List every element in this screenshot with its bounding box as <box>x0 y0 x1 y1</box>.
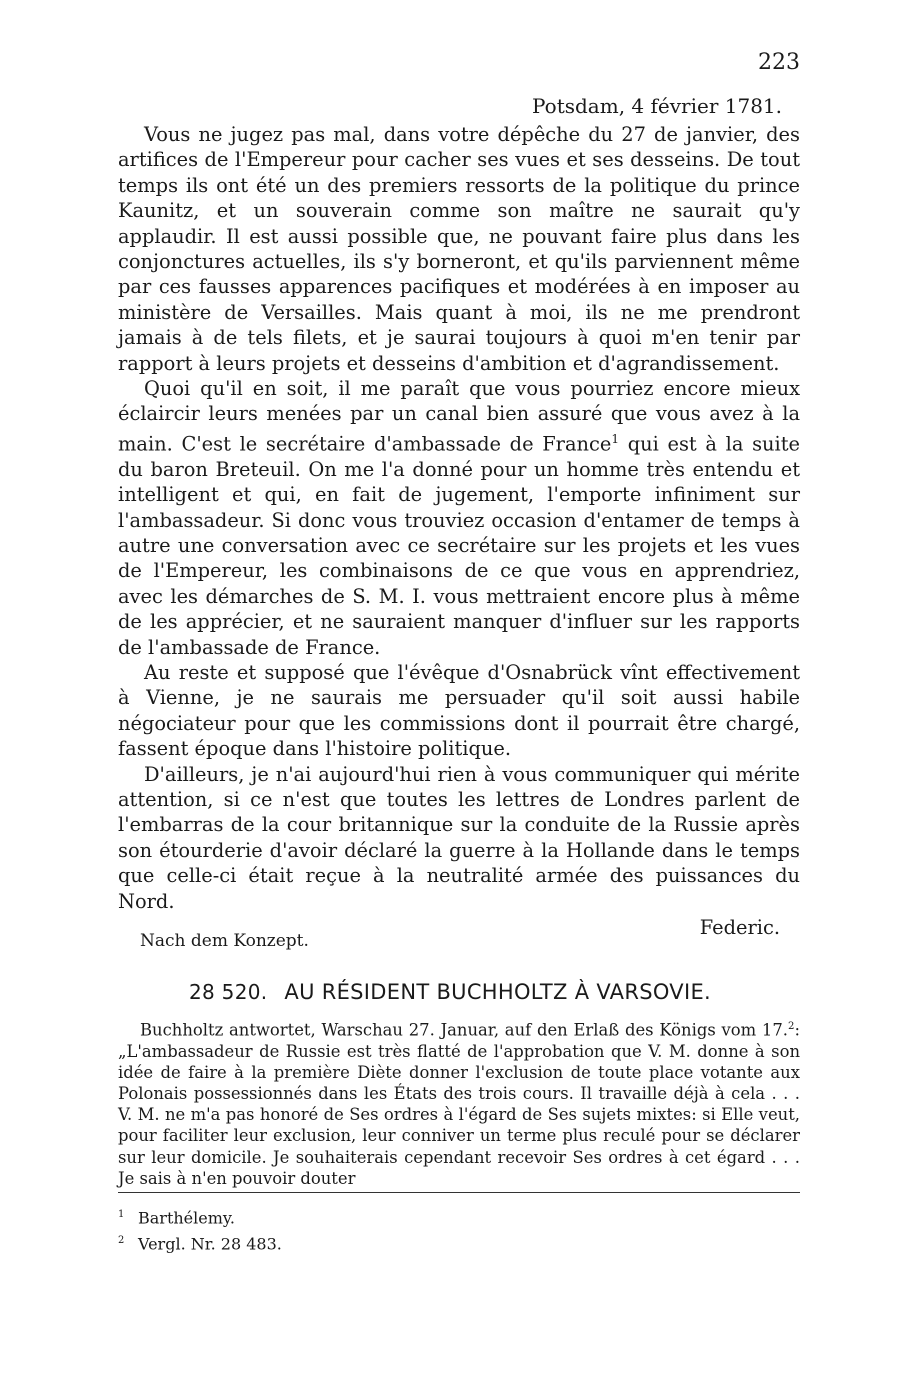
footnote-1 <box>118 1203 800 1229</box>
letter-paragraph-4: D'ailleurs, je n'ai aujourd'hui rien à vous communiquer qui mérite attention, si ce n'est que toutes les lettres de Londres parlent de l'embarras de la cour britannique sur la conduite de la Russie après son étourderie d'avoir déclaré la guerre à la Hollande dans le temps que celle-ci était reçue à la neutralité armée des puissances du Nord. <box>118 762 800 913</box>
letter-paragraph-2 <box>118 376 800 660</box>
letter-paragraph-2-text-b: qui est à la suite du baron Breteuil. On me l'a donné pour un homme très entendu et intelligent et qui, en fait de jugement, l'emporte infiniment sur l'ambassadeur. Si donc vous trouviez occasion d'entamer de temps à autre une conversation avec ce secrétaire sur les projets et les vues de l'Empereur, les combinaisons de ce que vous en apprendriez, avec les démarches de S. M. I. vous mettraient encore plus à même de les apprécier, et ne sauraient manquer d'influer sur les rapports de l'ambassade de France. <box>118 432 800 659</box>
footnotes <box>118 1203 800 1256</box>
dateline: Potsdam, 4 février 1781. <box>532 94 782 118</box>
section-heading <box>0 980 900 1004</box>
source-note: Nach dem Konzept. <box>140 931 309 951</box>
summary-text-a: Buchholtz antwortet, Warschau 27. Januar, auf den Erlaß des Königs vom 17. <box>140 1020 788 1040</box>
signature: Federic. <box>699 916 780 939</box>
summary-paragraph <box>118 1016 800 1189</box>
summary-text-b: : „L'ambassadeur de Russie est très flatté de l'approbation que V. M. donne à son idée de faire à la première Diète donner l'exclusion de toute place votante aux Polonais possessionnés dans les États des trois cours. Il travaille déjà à cela . . . V. M. ne m'a pas honoré de Ses ordres à l'égard de Ses sujets mixtes: si Elle veut, pour faciliter leur exclusion, leur conniver un terme plus reculé pour se déclarer sur leur domicile. Je souhaiterais cependant recevoir Ses ordres à cet égard . . . Je sais à n'en pouvoir douter <box>118 1020 800 1188</box>
footnote-rule <box>118 1192 800 1193</box>
page-number: 223 <box>758 50 800 75</box>
letter-paragraph-1: Vous ne jugez pas mal, dans votre dépêche du 27 de janvier, des artifices de l'Empereur pour cacher ses vues et ses desseins. De tout temps ils ont été un des premiers ressorts de la politique du prince Kaunitz, et un souverain comme son maître ne saurait qu'y applaudir. Il est aussi possible que, ne pouvant faire plus dans les conjonctures actuelles, ils s'y borneront, et qu'ils parviennent même par ces fausses apparences pacifiques et modérées à en imposer au ministère de Versailles. Mais quant à moi, ils ne me prendront jamais à de tels filets, et je saurai toujours à quoi m'en tenir par rapport à leurs projets et desseins d'ambition et d'agrandissement. <box>118 123 800 375</box>
footnote-1-text: Barthélemy. <box>138 1208 235 1228</box>
letter-paragraph-2-text-a: Quoi qu'il en soit, il me paraît que vous pourriez encore mieux éclaircir leurs menées par un canal bien assuré que vous avez à la main. C'est le secrétaire d'ambassade de France <box>118 377 800 456</box>
footnote-1-marker: 1 <box>118 1209 125 1220</box>
section-title: AU RÉSIDENT BUCHHOLTZ À VARSOVIE. <box>284 980 712 1004</box>
section-summary <box>118 1016 800 1189</box>
letter-body <box>118 122 800 914</box>
footnote-2-text: Vergl. Nr. 28 483. <box>138 1234 282 1254</box>
footnote-reference-2: 2 <box>788 1021 795 1032</box>
letter-paragraph-3: Au reste et supposé que l'évêque d'Osnabrück vînt effectivement à Vienne, je ne saurais me persuader qu'il soit aussi habile négociateur pour que les commissions dont il pourrait être chargé, fassent époque dans l'histoire politique. <box>118 661 800 761</box>
footnote-2-marker: 2 <box>118 1235 125 1247</box>
section-number: 28 520. <box>188 980 268 1004</box>
footnote-2 <box>118 1229 800 1255</box>
footnote-reference-1: 1 <box>611 431 619 446</box>
